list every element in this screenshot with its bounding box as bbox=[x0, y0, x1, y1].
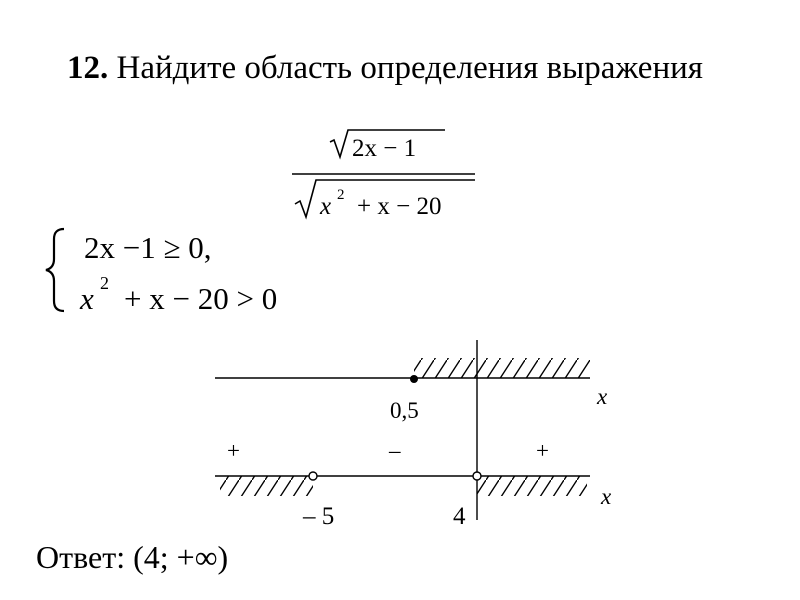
top-hatching bbox=[414, 358, 590, 378]
top-point-label: 0,5 bbox=[390, 398, 419, 423]
answer-text: Ответ: (4; +∞) bbox=[36, 539, 229, 575]
inequality-1: 2x −1 ≥ 0, bbox=[84, 230, 212, 265]
inequality-2-rest: + x − 20 > 0 bbox=[124, 281, 278, 315]
top-closed-point bbox=[410, 375, 418, 383]
inequality-2-exponent: 2 bbox=[100, 273, 109, 293]
numerator-text: 2x − 1 bbox=[352, 135, 417, 162]
inequality-system bbox=[40, 225, 360, 315]
top-axis-label: x bbox=[597, 384, 608, 409]
denominator-exponent: 2 bbox=[337, 187, 345, 203]
sign-minus-middle: – bbox=[389, 438, 401, 463]
system-brace bbox=[46, 229, 64, 311]
inequality-2-x: x bbox=[80, 281, 94, 315]
bottom-open-point-left bbox=[309, 472, 317, 480]
problem-text: Найдите область определения выражения bbox=[116, 50, 703, 86]
bottom-hatching-left bbox=[220, 476, 313, 496]
problem-number: 12. bbox=[67, 50, 109, 86]
fraction-expression bbox=[290, 122, 480, 222]
bottom-left-point-label: – 5 bbox=[303, 503, 335, 530]
bottom-axis-label: x bbox=[601, 484, 612, 509]
number-lines bbox=[200, 340, 640, 530]
problem-title bbox=[67, 50, 703, 86]
denominator-rest: + x − 20 bbox=[357, 193, 442, 220]
bottom-hatching-right bbox=[477, 476, 587, 496]
sign-plus-right: + bbox=[536, 438, 549, 463]
sign-plus-left: + bbox=[227, 438, 240, 463]
denominator-x: x bbox=[320, 193, 332, 220]
bottom-open-point-right bbox=[473, 472, 481, 480]
bottom-right-point-label: 4 bbox=[453, 503, 466, 530]
